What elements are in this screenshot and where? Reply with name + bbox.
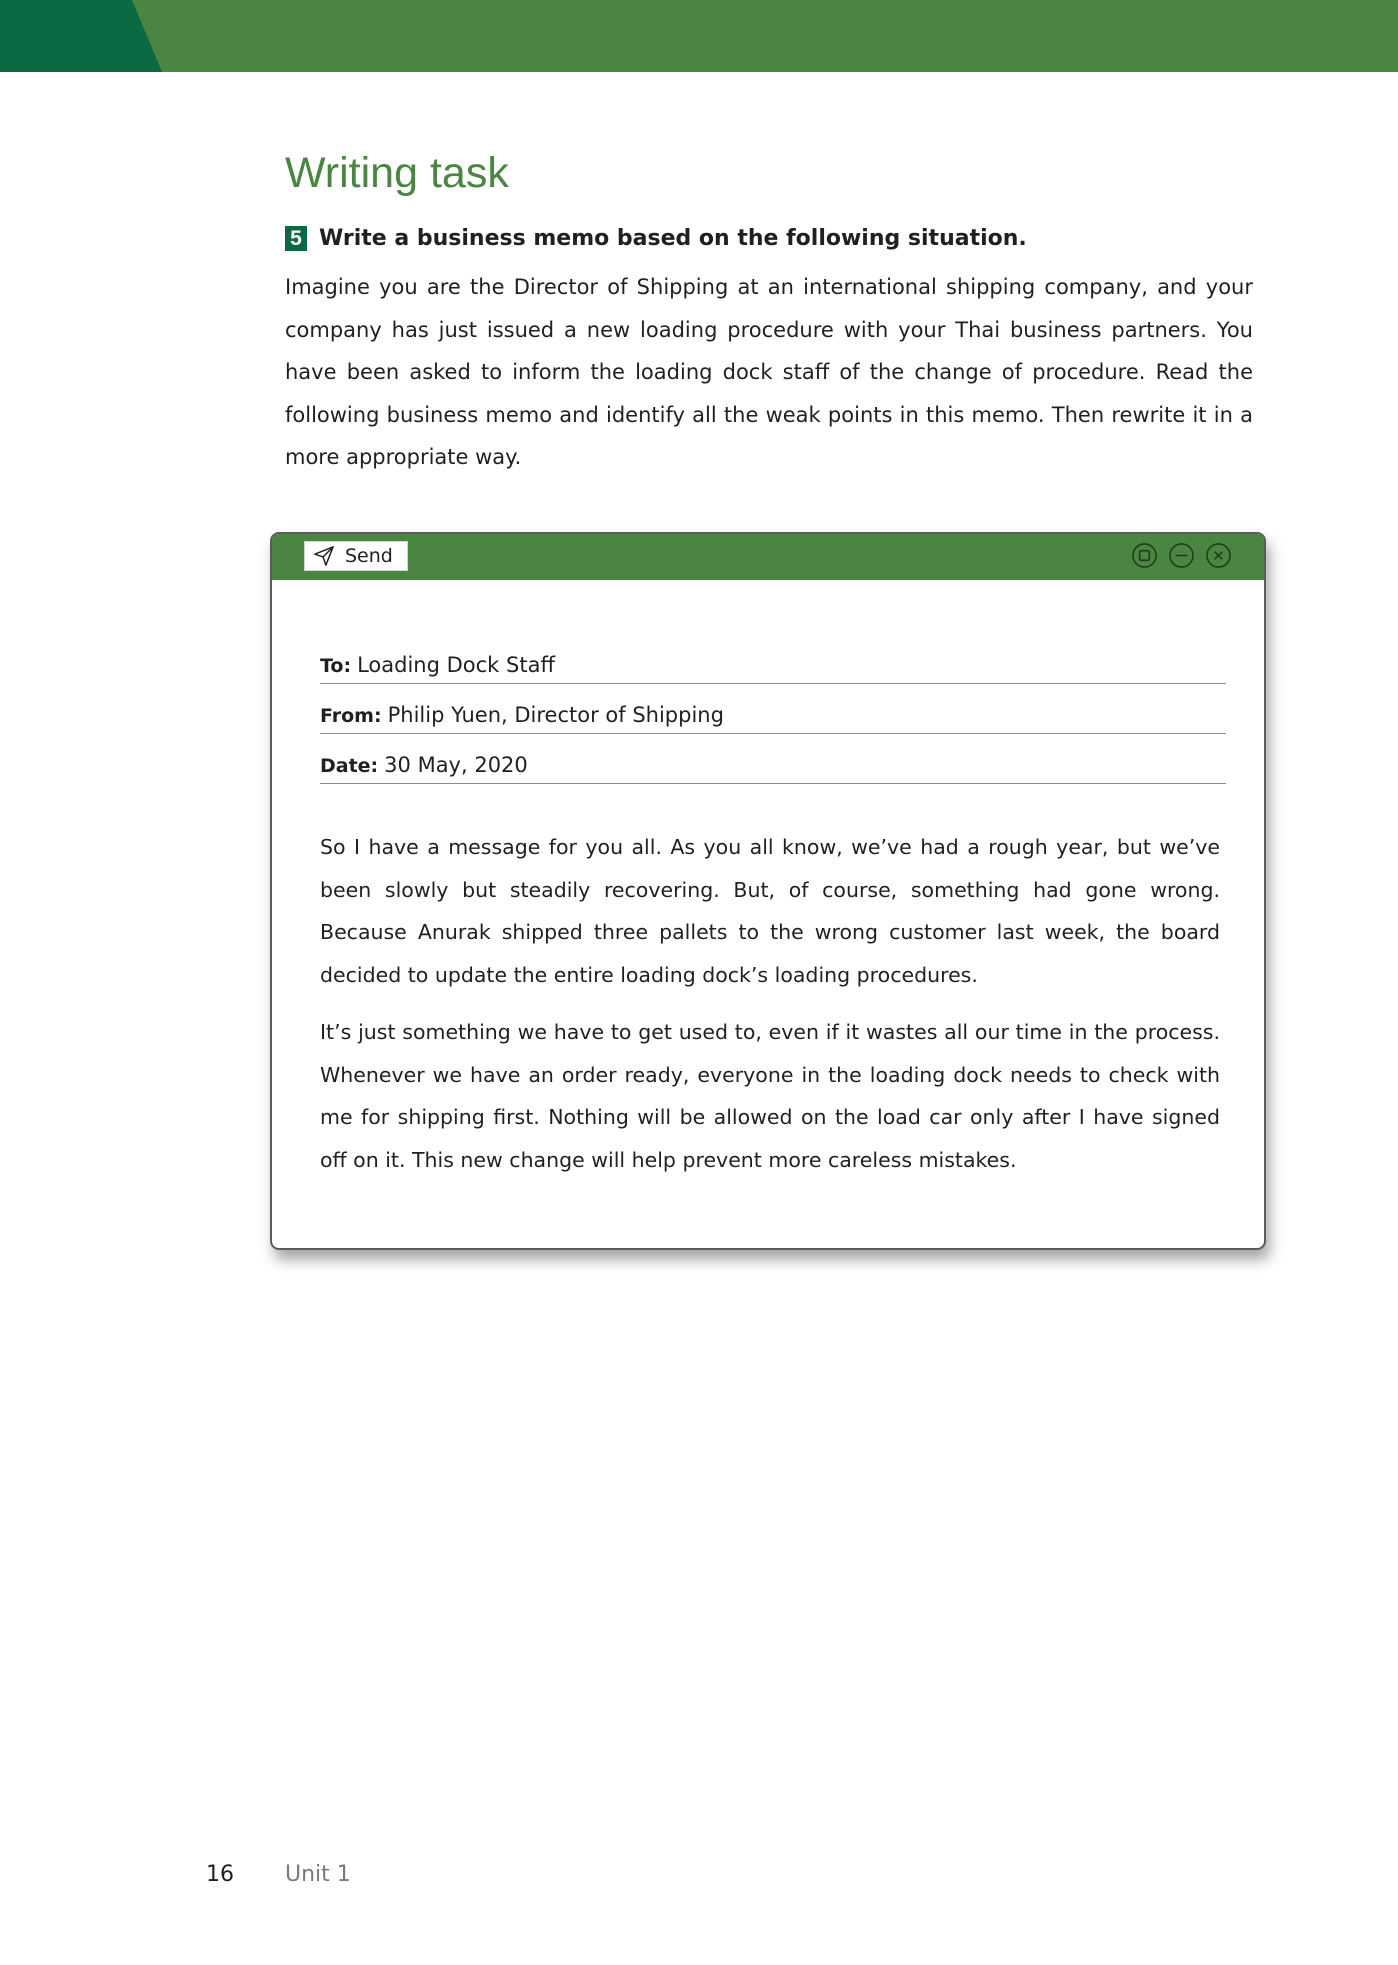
top-banner (0, 0, 1398, 72)
memo-paragraph-1: So I have a message for you all. As you all know, we’ve had a rough year, but we’ve been slowly but steadily recovering. But, of course, something had gone wrong. Because Anurak shipped three pallets to the wrong customer last week, the board decided to update the entire loading dock’s loading procedures. (320, 835, 1220, 987)
section-title: Writing task (285, 149, 509, 197)
memo-to-value: Loading Dock Staff (357, 653, 555, 677)
banner-accent (0, 0, 162, 72)
close-icon[interactable] (1205, 542, 1232, 569)
minimize-icon[interactable] (1168, 542, 1195, 569)
memo-paragraph-2: It’s just something we have to get used to, even if it wastes all our time in the process. Whenever we have an order ready, everyone in the loading dock needs to check with me for shipping first. Nothing will be allowed on the load car only after I have signed off on it. This new change will help prevent more careless mistakes. (320, 1020, 1220, 1172)
memo-date-label: Date: (320, 755, 379, 777)
memo-from-value: Philip Yuen, Director of Shipping (387, 703, 724, 727)
task-heading: Write a business memo based on the following situation. (319, 226, 1027, 251)
page-number: 16 (206, 1862, 234, 1887)
send-button[interactable] (304, 541, 408, 571)
memo-header-fields (320, 634, 1226, 784)
window-controls (1131, 542, 1232, 569)
memo-date-field (320, 734, 1226, 784)
memo-to-field (320, 634, 1226, 684)
memo-to-label: To: (320, 655, 352, 677)
memo-titlebar (272, 534, 1264, 580)
memo-date-value: 30 May, 2020 (384, 753, 528, 777)
maximize-icon[interactable] (1131, 542, 1158, 569)
task-intro: Imagine you are the Director of Shipping at an international shipping company, and your company has just issued a new loading procedure with your Thai business partners. You have been asked to inform the loading dock staff of the change of procedure. Read the following business memo and identify all the weak points in this memo. Then rewrite it in a more appropriate way. (285, 275, 1253, 469)
unit-label: Unit 1 (285, 1862, 351, 1887)
task-heading-line (285, 226, 1027, 251)
memo-from-label: From: (320, 705, 382, 727)
send-label: Send (345, 545, 393, 567)
memo-window (270, 532, 1266, 1250)
memo-body (320, 826, 1220, 1196)
task-number-badge: 5 (285, 226, 307, 251)
memo-from-field (320, 684, 1226, 734)
send-icon (313, 545, 335, 567)
